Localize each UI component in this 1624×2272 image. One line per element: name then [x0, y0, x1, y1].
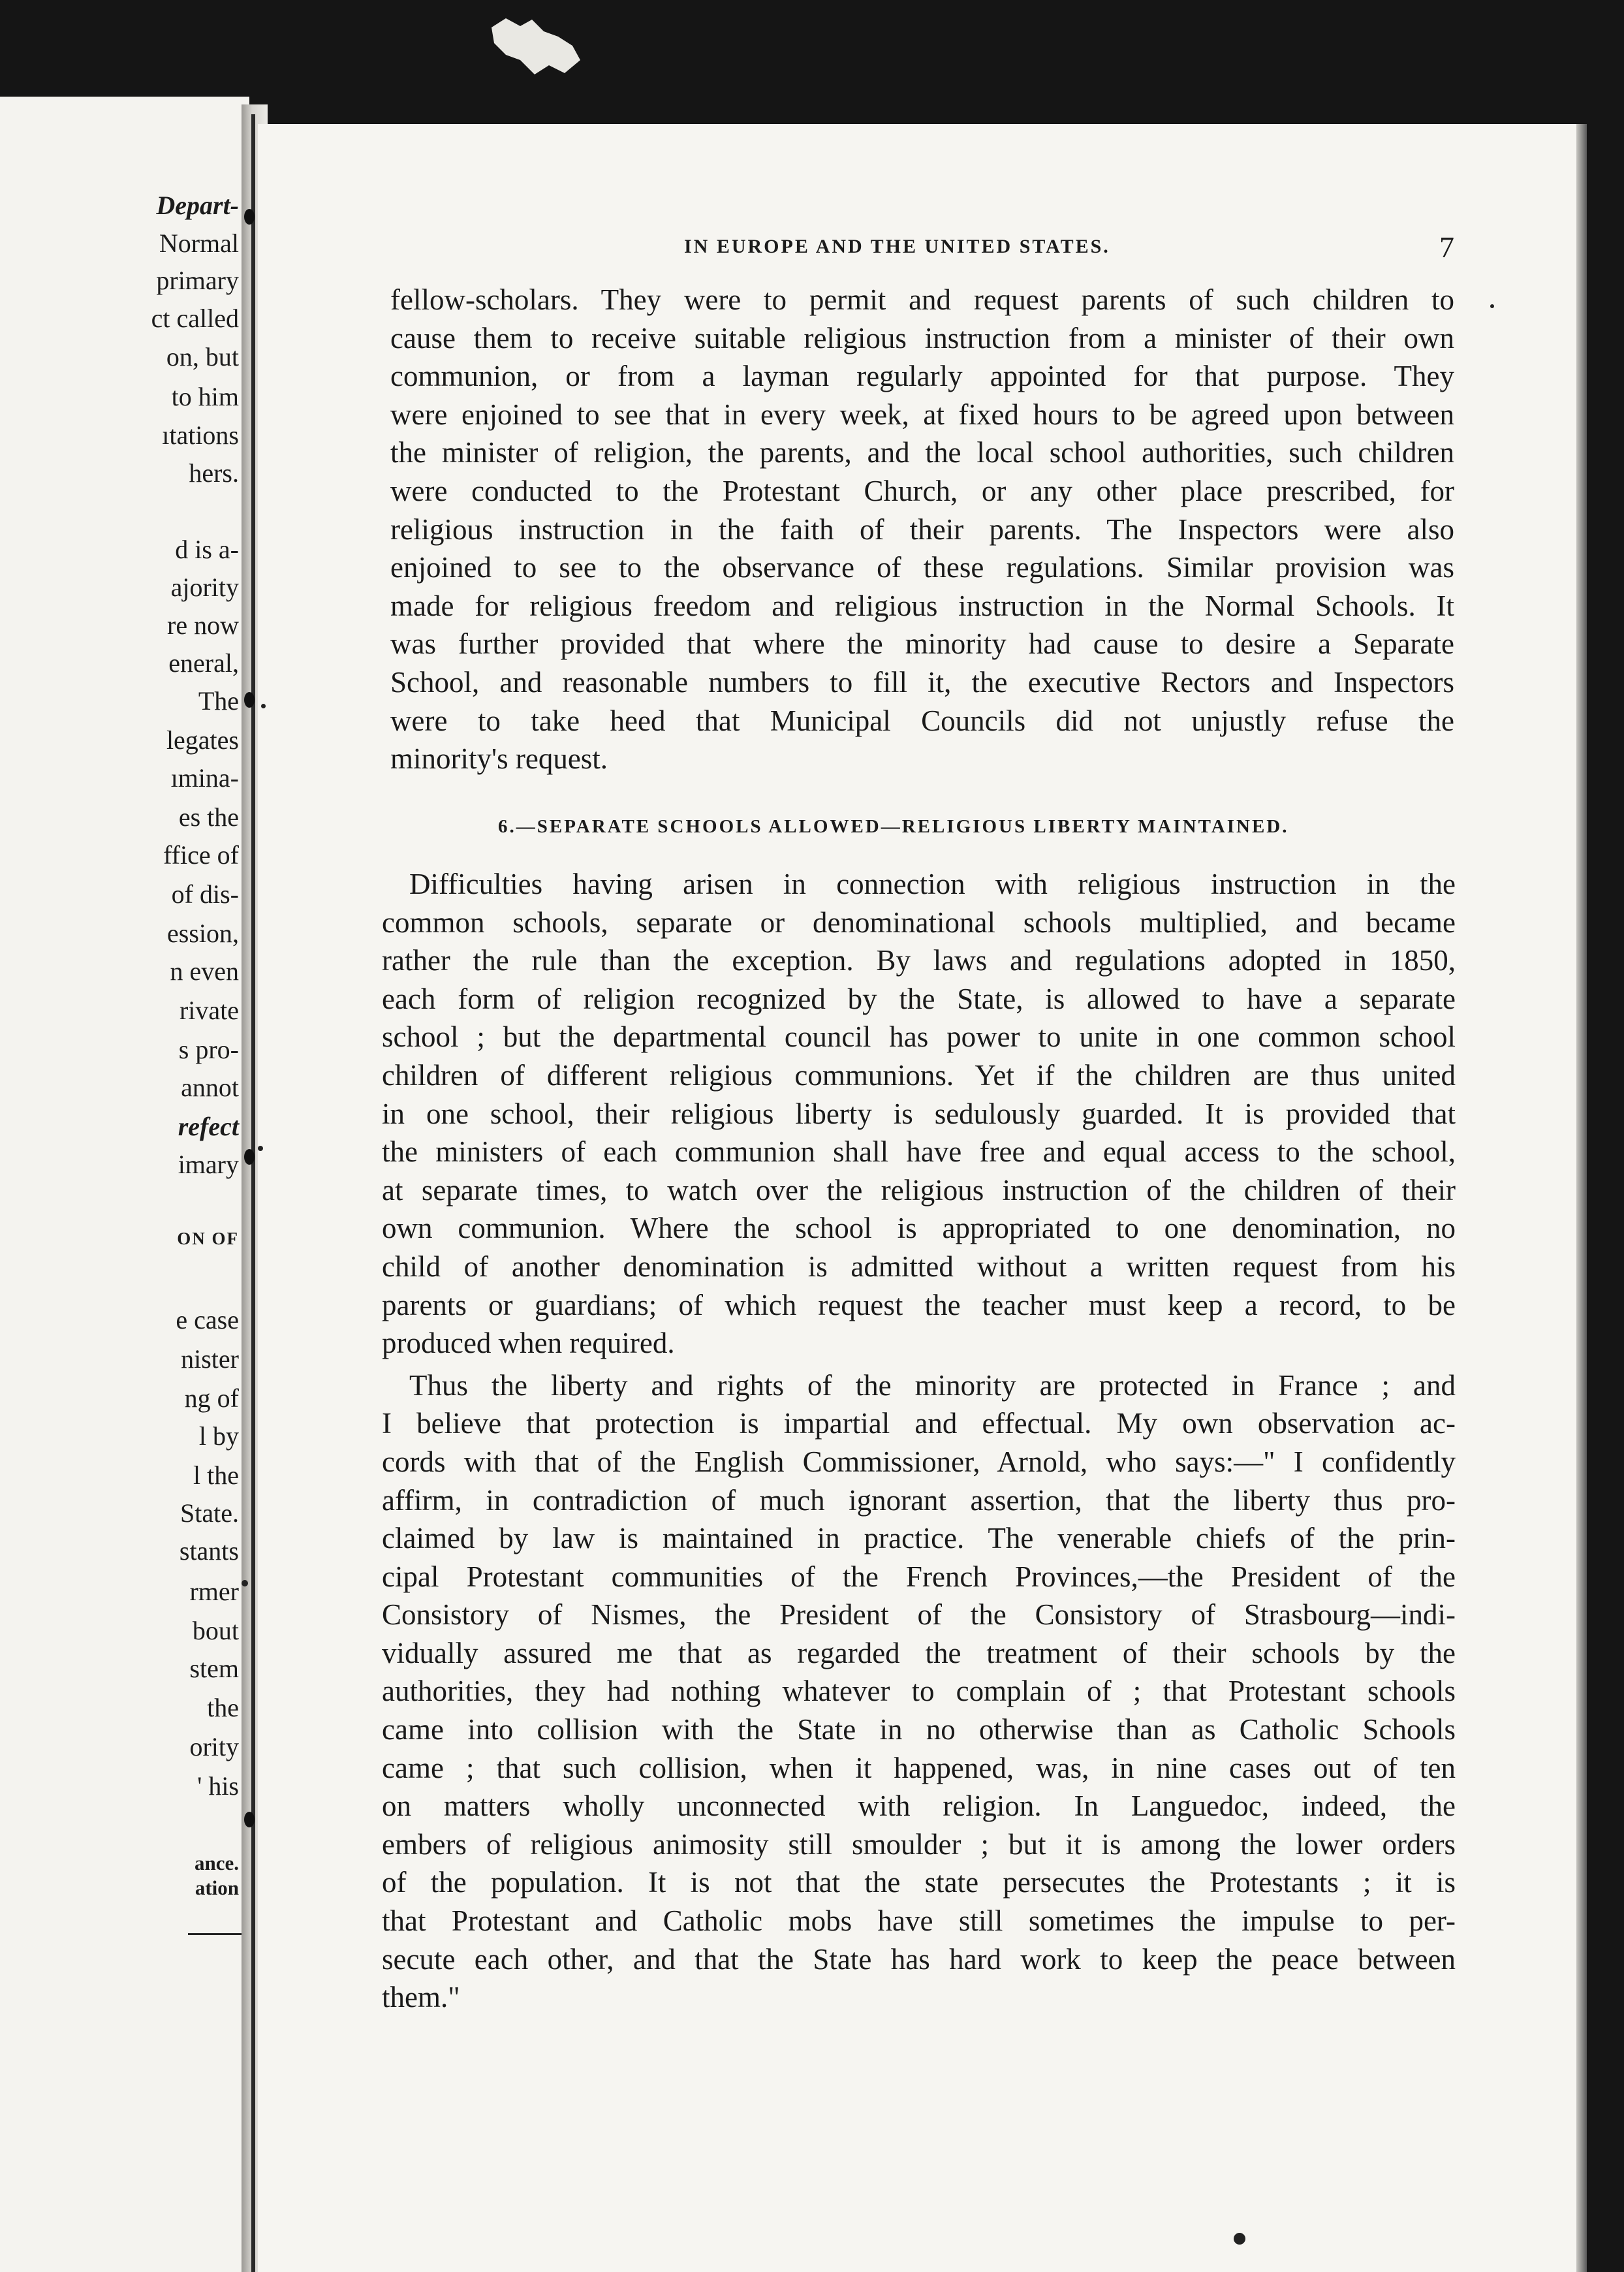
section-heading: 6.—SEPARATE SCHOOLS ALLOWED—RELIGIOUS LIBERTY MAINTAINED. [498, 816, 1289, 837]
text-line: that Protestant and Catholic mobs have still sometimes the impulse to per- [382, 1904, 1456, 1938]
text-line: at separate times, to watch over the religious instruction of the children of their [382, 1173, 1456, 1207]
footnote-rule [188, 1933, 243, 1935]
left-page-line: d is a- [175, 535, 239, 564]
text-line: made for religious freedom and religious instruction in the Normal Schools. It [390, 589, 1454, 622]
text-line: of the population. It is not that the state persecutes the Protestants ; it is [382, 1866, 1456, 1899]
left-page-line: The [198, 686, 239, 716]
left-page-line: hers. [189, 458, 239, 488]
left-page-line: e case [176, 1305, 239, 1334]
binding-stitch [244, 1812, 255, 1827]
page-edge-shadow [1576, 124, 1587, 2272]
paragraph-1 [390, 281, 1454, 778]
text-line: parents or guardians; of which request the teacher must keep a record, to be [382, 1288, 1456, 1321]
text-line: were conducted to the Protestant Church, or any other place prescribed, for [390, 474, 1454, 507]
left-page-line: ' his [197, 1771, 239, 1801]
text-line: school ; but the departmental council has power to unite in one common school [382, 1020, 1456, 1054]
text-line: on matters wholly unconnected with religion. In Languedoc, indeed, the [382, 1790, 1456, 1823]
text-line: the minister of religion, the parents, and the local school authorities, such children [390, 436, 1454, 469]
text-line: Difficulties having arisen in connection with religious instruction in the [409, 868, 1456, 900]
left-page-line: ON OF [177, 1229, 239, 1248]
left-page-line: ıtations [162, 420, 239, 450]
text-line: the ministers of each communion shall have free and equal access to the school, [382, 1135, 1456, 1169]
text-line: enjoined to see to the observance of these regulations. Similar provision was [390, 551, 1454, 584]
left-page-fragment [0, 97, 249, 2272]
left-page-line: annot [181, 1073, 239, 1102]
text-line: minority's request. [390, 742, 608, 776]
text-line: cause them to receive suitable religious instruction from a minister of their own [390, 321, 1454, 355]
text-line: child of another denomination is admitted without a written request from his [382, 1250, 1456, 1283]
paragraph-2 [382, 865, 1456, 1363]
left-page-line: ng of [184, 1383, 239, 1413]
text-line: embers of religious animosity still smoulder ; but it is among the lower orders [382, 1827, 1456, 1861]
text-line: I believe that protection is impartial and effectual. My own observation ac- [382, 1407, 1456, 1440]
text-line: in one school, their religious liberty is sedulously guarded. It is provided that [382, 1097, 1456, 1130]
text-line: came ; that such collision, when it happened, was, in nine cases out of ten [382, 1751, 1456, 1784]
left-page-line: rmer [189, 1577, 239, 1606]
text-line: children of different religious communions. Yet if the children are thus united [382, 1058, 1456, 1092]
text-line: came into collision with the State in no otherwise than as Catholic Schools [382, 1713, 1456, 1746]
left-page-line: refect [178, 1112, 239, 1141]
paragraph-3 [382, 1366, 1456, 2017]
ink-speck [1234, 2233, 1245, 2245]
left-page-line: eneral, [168, 648, 239, 678]
paragraphs-2-3 [382, 865, 1456, 2017]
left-page-line: ajority [170, 573, 239, 602]
left-page-line: ance. [194, 1852, 239, 1874]
left-page-line: ession, [167, 919, 239, 948]
text-line: Consistory of Nismes, the President of the Consistory of Strasbourg—indi- [382, 1598, 1456, 1632]
text-line: them." [382, 1981, 460, 2014]
text-line: were to take heed that Municipal Councils did not unjustly refuse the [390, 704, 1454, 737]
ink-speck [242, 1580, 248, 1586]
text-line: Thus the liberty and rights of the minority are protected in France ; and [409, 1368, 1456, 1402]
left-page-line: ation [195, 1876, 239, 1899]
left-page-line: Depart- [156, 191, 239, 220]
running-head: IN EUROPE AND THE UNITED STATES. [684, 236, 1110, 257]
left-page-line: to him [171, 382, 239, 411]
text-line: School, and reasonable numbers to fill it, the executive Rectors and Inspectors [390, 665, 1454, 699]
left-page-line: the [207, 1693, 239, 1722]
text-line: cipal Protestant communities of the French Provinces,—the President of the [382, 1560, 1456, 1593]
left-page-line: stem [189, 1654, 239, 1683]
text-line: fellow-scholars. They were to permit and request parents of such children to [390, 283, 1454, 316]
text-line: cords with that of the English Commissioner, Arnold, who says:—" I confidently [382, 1445, 1456, 1478]
left-page-line: n even [170, 956, 239, 986]
left-page-line: State. [180, 1498, 239, 1528]
text-line: was further provided that where the minority had cause to desire a Separate [390, 627, 1454, 661]
left-page-line: ımina- [170, 763, 239, 793]
text-line: communion, or from a layman regularly appointed for that purpose. They [390, 360, 1454, 393]
text-line: authorities, they had nothing whatever to complain of ; that Protestant schools [382, 1675, 1456, 1708]
left-page-line: ct called [151, 304, 239, 333]
left-page-line: stants [179, 1536, 239, 1566]
binding-stitch [244, 692, 255, 708]
left-page-line: l by [198, 1421, 239, 1451]
text-line: religious instruction in the faith of their parents. The Inspectors were also [390, 513, 1454, 546]
text-line: claimed by law is maintained in practice. The venerable chiefs of the prin- [382, 1522, 1456, 1555]
text-line: each form of religion recognized by the State, is allowed to have a separate [382, 982, 1456, 1015]
text-line: secute each other, and that the State has hard work to keep the peace between [382, 1942, 1456, 1976]
left-page-line: ority [189, 1732, 239, 1761]
binding-stitch [244, 209, 255, 225]
text-line: were enjoined to see that in every week, at fixed hours to be agreed upon between [390, 398, 1454, 431]
left-page-line: nister [181, 1344, 239, 1374]
text-line: affirm, in contradiction of much ignorant assertion, that the liberty thus pro- [382, 1483, 1456, 1517]
ink-speck [258, 1146, 263, 1151]
left-page-line: bout [192, 1616, 239, 1645]
left-page-line: Normal [159, 229, 239, 258]
left-page-line: l the [193, 1460, 239, 1490]
left-page-line: imary [178, 1150, 239, 1179]
gutter-line [251, 114, 255, 2272]
binding-stitch [244, 1149, 255, 1165]
left-page-line: legates [166, 725, 239, 755]
left-page-line: on, but [166, 342, 239, 371]
text-line: produced when required. [382, 1327, 675, 1360]
left-page-line: of dis- [171, 879, 239, 909]
left-page-line: rivate [179, 996, 239, 1025]
ink-speck [1490, 304, 1494, 308]
paper-scrap [486, 14, 584, 80]
left-page-line: ffice of [163, 840, 239, 870]
left-page-line: es the [178, 802, 239, 832]
left-page-line: re now [167, 610, 239, 640]
left-page-line: primary [156, 266, 239, 295]
text-line: rather the rule than the exception. By laws and regulations adopted in 1850, [382, 944, 1456, 977]
ink-speck [261, 704, 266, 708]
left-page-line: s pro- [178, 1035, 239, 1064]
text-line: vidually assured me that as regarded the treatment of their schools by the [382, 1636, 1456, 1669]
text-line: own communion. Where the school is appropriated to one denomination, no [382, 1212, 1456, 1245]
text-line: common schools, separate or denominational schools multiplied, and became [382, 906, 1456, 939]
page-number: 7 [1439, 230, 1454, 264]
